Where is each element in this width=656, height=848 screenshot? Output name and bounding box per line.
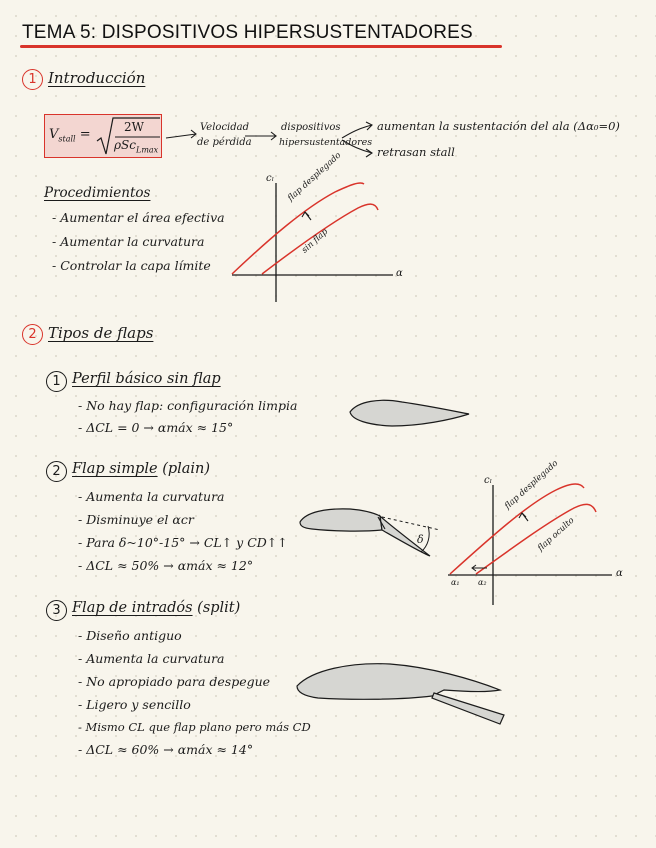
type2-item-4: - ΔCL ≈ 50% → αmáx ≈ 12° bbox=[78, 558, 254, 573]
graph1-label-clean: sin flap bbox=[300, 226, 331, 256]
type-number-2: 2 bbox=[46, 461, 67, 482]
flow-outcome-sustentacion: aumentan la sustentación del ala (Δα₀=0) bbox=[377, 119, 620, 133]
formula-eq: = bbox=[79, 127, 91, 142]
flow-step-velocidad: Velocidad bbox=[200, 122, 250, 133]
section-number-2: 2 bbox=[22, 324, 43, 345]
section-heading-introduccion: Introducción bbox=[48, 69, 146, 87]
section-heading-tipos-de-flaps: Tipos de flaps bbox=[48, 324, 154, 342]
procedure-item-1: - Aumentar el área efectiva bbox=[52, 210, 225, 225]
type3-item-3: - No apropiado para despegue bbox=[78, 674, 271, 689]
type2-item-3: - Para δ~10°-15° → CL↑ y CD↑↑ bbox=[78, 535, 288, 550]
type2-item-1: - Aumenta la curvatura bbox=[78, 489, 225, 504]
formula-den-sub: Lmax bbox=[136, 145, 159, 155]
type2-heading-suffix: (plain) bbox=[162, 461, 211, 477]
graph2-label-clean: flap oculto bbox=[536, 515, 577, 554]
procedure-item-3: - Controlar la capa límite bbox=[52, 258, 211, 273]
flap-deflection-label: δ bbox=[417, 533, 424, 546]
type3-heading-text: Flap de intradós bbox=[72, 600, 193, 616]
type3-heading-suffix: (split) bbox=[197, 600, 241, 616]
graph2-ylabel: cₗ bbox=[484, 475, 493, 486]
graph2-xlabel: α bbox=[616, 568, 623, 579]
type3-item-6: - ΔCL ≈ 60% → αmáx ≈ 14° bbox=[78, 742, 254, 757]
formula-v: V bbox=[49, 127, 59, 142]
formula-den-main: ρSc bbox=[114, 138, 136, 152]
type2-item-2: - Disminuye el αcr bbox=[78, 512, 194, 527]
type3-item-2: - Aumenta la curvatura bbox=[78, 651, 225, 666]
formula-v-sub: stall bbox=[58, 134, 76, 144]
type3-item-1: - Diseño antiguo bbox=[78, 628, 182, 643]
flow-step-perdida: de pérdida bbox=[197, 137, 252, 148]
type3-item-4: - Ligero y sencillo bbox=[78, 697, 191, 712]
page-title: TEMA 5: DISPOSITIVOS HIPERSUSTENTADORES bbox=[22, 22, 473, 43]
type-number-3: 3 bbox=[46, 600, 67, 621]
graph1-xlabel: α bbox=[396, 268, 403, 279]
type1-item-2: - ΔCL = 0 → αmáx ≈ 15° bbox=[78, 420, 234, 435]
procedures-heading-text: Procedimientos bbox=[44, 185, 151, 201]
type-number-1: 1 bbox=[46, 371, 67, 392]
graph1-label-flap: flap desplegado bbox=[286, 150, 344, 204]
section-number-1: 1 bbox=[22, 69, 43, 90]
graph2-tick-alpha1: α₁ bbox=[451, 578, 460, 587]
type3-item-5: - Mismo CL que flap plano pero más CD bbox=[78, 720, 311, 734]
graph2-tick-alpha2: α₂ bbox=[478, 578, 487, 587]
graph1-ylabel: cₗ bbox=[266, 173, 275, 184]
type1-heading-text: Perfil básico sin flap bbox=[72, 371, 221, 387]
graph2-label-flap: flap desplegado bbox=[503, 458, 561, 512]
type1-item-1: - No hay flap: configuración limpia bbox=[78, 398, 298, 413]
type2-heading-text: Flap simple bbox=[72, 461, 158, 477]
formula-numerator: 2W bbox=[124, 120, 144, 134]
procedure-item-2: - Aumentar la curvatura bbox=[52, 234, 205, 249]
flow-step-hipersustentadores: hipersustentadores bbox=[279, 137, 373, 148]
flow-step-dispositivos: dispositivos bbox=[281, 122, 341, 133]
flow-outcome-stall: retrasan stall bbox=[377, 145, 455, 159]
